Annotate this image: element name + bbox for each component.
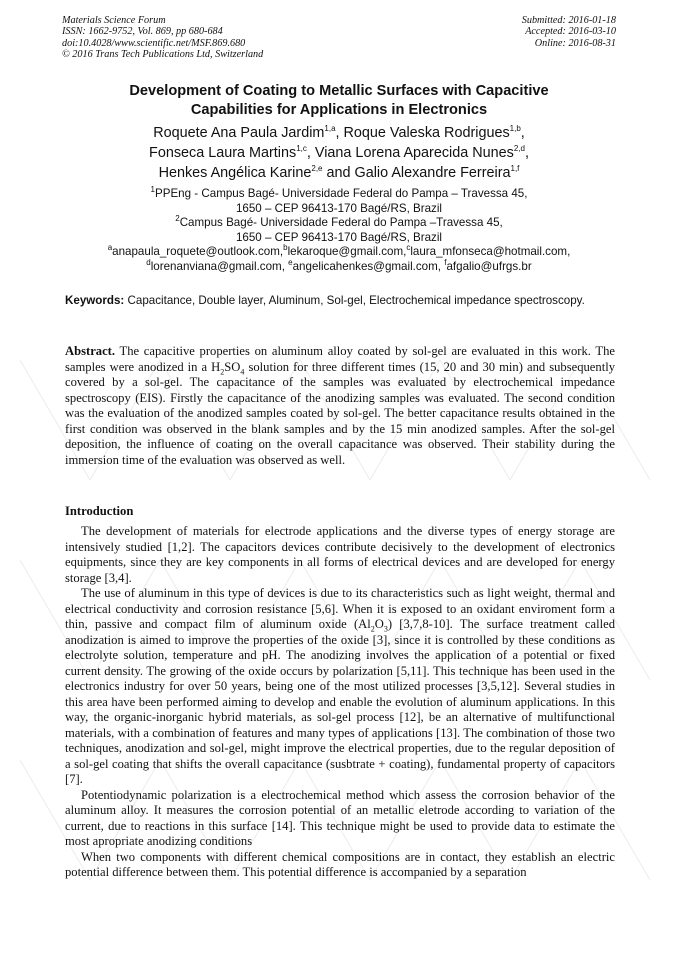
abstract-text-2: solution for three different times (15, 20 and 30 min) and subsequently covered by a sol-gel. The capacitance of the samples was evaluated by electrochemical impedance spectroscopy (EIS). Firstly the capacitance of the anodizing samples was evaluated. The second condition was the evaluation of the anodized samples coated by sol-gel. The better capacitance results obtained in the first condition was observed in the blank samples and by the 15 min anodized samples. After the sol-gel deposition, the influence of coating on the overall capacitance was observed. Their stability during the immersion time of the evaluation was observed as well. (65, 359, 615, 467)
email-sup: e (288, 258, 293, 268)
email-sup: d (146, 258, 151, 268)
email-sup: a (107, 243, 113, 253)
doi-line: doi:10.4028/www.scientific.net/MSF.869.680 (62, 37, 246, 49)
keywords-block (65, 294, 615, 309)
introduction-body (65, 524, 615, 881)
affiliations (62, 187, 616, 275)
author-sup: 1,f (510, 164, 520, 174)
author-name: Roque Valeska Rodrigues (343, 125, 510, 141)
author-line-2: Fonseca Laura Martins$^{1,c}$, Viana Lorena Aparecida Nunes$^{2,d}$, (149, 144, 529, 161)
keywords-label: Keywords: (65, 294, 125, 307)
intro-subscript: 2 (370, 624, 375, 634)
affiliation-sup: 2 (175, 214, 180, 224)
affiliation-2-line-1 (62, 216, 616, 231)
author-sup: 2,e (311, 164, 323, 174)
email-link[interactable]: laura_mfonseca@hotmail.com, (410, 245, 571, 259)
author-sup: 2,d (513, 144, 525, 154)
intro-formula: O (374, 617, 384, 631)
publication-dates (522, 15, 616, 49)
keywords-text: Capacitance, Double layer, Aluminum, Sol-gel, Electrochemical impedance spectroscopy. (127, 294, 585, 307)
author-name: Henkes Angélica Karine (158, 165, 312, 181)
intro-text: The use of aluminum in this type of devices is due to its characteristics such as light weight, thermal and electrical conductivity and corrosion resistance [5,6]. When it is exposed to an oxidant enviroment form a thin, passive and compact film of aluminum oxide (Al (65, 586, 615, 631)
intro-paragraph-1: The development of materials for electrode applications and the diverse types of energy storage are intensively studied [1,2]. The capacitors devices contribute decisively to the development of electronics equipments, since they are key components in all forms of electrical devices and are developed for energy storage [3,4]. (65, 524, 615, 585)
author-sup: 1,c (296, 144, 307, 154)
accepted-date: Accepted: 2016-03-10 (525, 26, 616, 38)
affiliation-1-line-2: 1650 – CEP 96413-170 Bagé/RS, Brazil (235, 201, 443, 215)
and-word: and (326, 165, 351, 181)
intro-subscript: 3 (383, 624, 388, 634)
abstract-block (65, 344, 615, 468)
author-name: Viana Lorena Aparecida Nunes (314, 145, 514, 161)
email-link[interactable]: lorenanviana@gmail.com, (150, 259, 289, 273)
intro-paragraph-2 (65, 586, 615, 788)
email-link[interactable]: angelicahenkes@gmail.com, (292, 259, 445, 273)
email-sup: c (406, 243, 411, 253)
email-link[interactable]: lekaroque@gmail.com, (287, 245, 407, 259)
author-name: Fonseca Laura Martins (149, 145, 297, 161)
abstract-subscript: 2 (220, 367, 225, 377)
email-sup: b (283, 243, 288, 253)
email-line-1 (62, 245, 616, 260)
title-line-2: Capabilities for Applications in Electronics (190, 102, 488, 118)
journal-info (62, 15, 263, 61)
abstract-text-1: The capacitive properties on aluminum alloy coated by sol-gel are evaluated in this work. The samples were anodized in a H (65, 344, 615, 374)
author-list (62, 123, 616, 183)
paper-title (62, 82, 616, 120)
online-date: Online: 2016-08-31 (534, 37, 616, 49)
email-sup: f (444, 258, 447, 268)
journal-name: Materials Science Forum (62, 15, 166, 26)
submitted-date: Submitted: 2016-01-18 (521, 15, 616, 26)
intro-paragraph-4: When two components with different chemical compositions are in contact, they establish an electric potential difference between them. This potential difference is accompanied by a separation (65, 849, 615, 879)
author-name: Galio Alexandre Ferreira (354, 165, 511, 181)
author-line-3 (62, 163, 616, 183)
affiliation-1-line-1 (62, 187, 616, 202)
email-link[interactable]: anapaula_roquete@outlook.com, (112, 245, 284, 259)
copyright-line: © 2016 Trans Tech Publications Ltd, Switzerland (62, 49, 264, 61)
abstract-label: Abstract. (65, 344, 116, 358)
author-sup: 1,a (324, 124, 336, 134)
affiliation-sup: 1 (150, 185, 155, 195)
affiliation-text: PPEng - Campus Bagé- Universidade Federal do Pampa – Travessa 45, (154, 187, 528, 200)
title-line-1: Development of Coating to Metallic Surfaces with Capacitive (129, 83, 549, 99)
author-sup: 1,b (509, 124, 521, 134)
affiliation-text: Campus Bagé- Universidade Federal do Pampa –Travessa 45, (179, 216, 503, 230)
abstract-formula: SO (224, 359, 241, 374)
issn-line: ISSN: 1662-9752, Vol. 869, pp 680-684 (62, 26, 223, 38)
author-line-1: Roquete Ana Paula Jardim$^{1,a}$, Roque Valeska Rodrigues$^{1,b}$, (153, 124, 525, 141)
email-link[interactable]: afgalio@ufrgs.br (446, 259, 532, 273)
intro-paragraph-3: Potentiodynamic polarization is a electrochemical method which assess the corrosion behavior of the aluminum alloy. It measures the corrosion potential of an metallic eletrode according to variation of the current, due to reactions in this surface [14]. This technique might be used to provide data to estimate the most apropriate anodizing conditions (65, 787, 615, 848)
email-line-2 (62, 260, 616, 275)
affiliation-2-line-2: 1650 – CEP 96413-170 Bagé/RS, Brazil (235, 230, 443, 244)
intro-text: ) [3,7,8-10]. The surface treatment called anodization is aimed to improve the properties of the oxide [3], since it is controlled by these conditions as electrolyte solution, temperature and pH. The anodizing involves the application of a potential or fixed current density. The growing of the oxide occurs by polarization [5,11]. This technique has been used in the electronics industry for over 50 years, being one of the most utilized processes [3,5,12]. Several studies in this area have been performed aiming to develop and enable the evolution of aluminum applications. In this way, the organic-inorganic hybrid materials, as sol-gel process [12], be an alternative of multifunctional materials, with a combination of features and many types of applications [13]. The combination of those two techniques, anodization and sol-gel, might improve the electrical properties, due to the regular deposition of a sol-gel coating that shifts the overall capacitance (susbtrate + coating), fundamental property of capacitors [7]. (65, 617, 615, 786)
introduction-heading: Introduction (65, 504, 134, 518)
abstract-subscript: 4 (240, 367, 245, 377)
author-name: Roquete Ana Paula Jardim (153, 125, 325, 141)
